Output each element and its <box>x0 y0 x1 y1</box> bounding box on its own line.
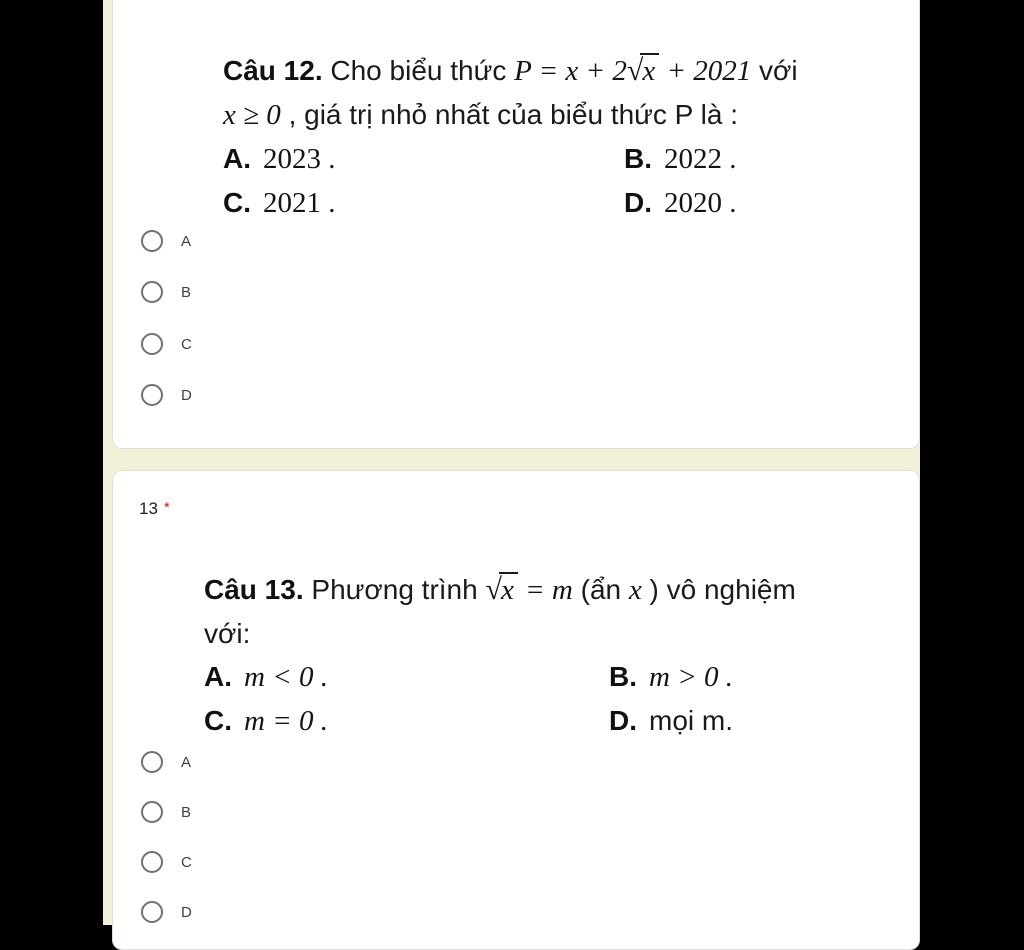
question-12-number-prefix: Câu 12. <box>223 55 323 86</box>
answer-options-grid <box>204 655 894 743</box>
radicand: x <box>499 572 518 606</box>
letterbox-left <box>0 0 103 925</box>
answer-option-a <box>204 655 609 699</box>
required-asterisk: * <box>163 499 170 516</box>
radio-choice-row-d[interactable] <box>141 383 192 407</box>
question-13-header <box>139 499 170 519</box>
radio-choice-label: C <box>181 335 192 353</box>
question-12-text: Cho biểu thức <box>330 55 507 86</box>
question-13-line-2 <box>204 612 894 655</box>
question-13-text: Phương trình <box>311 574 478 605</box>
question-13-line-1 <box>204 568 894 612</box>
question-12-line-1 <box>223 49 883 93</box>
option-letter: A. <box>204 661 232 692</box>
option-value: m > 0 . <box>649 661 734 693</box>
radio-choice-row-c[interactable] <box>141 850 192 874</box>
option-text: mọi m. <box>649 705 733 736</box>
radio-choice-label: A <box>181 753 192 771</box>
radio-button-icon[interactable] <box>141 384 163 406</box>
radio-choice-row-d[interactable] <box>141 900 192 924</box>
option-value: 2020 . <box>664 187 737 219</box>
question-13-text: ) vô nghiệm <box>641 574 796 605</box>
math-expression: P = x + 2 <box>514 55 627 87</box>
form-content-column <box>103 0 920 925</box>
question-card-12 <box>112 0 920 449</box>
answer-option-c <box>204 699 609 743</box>
math-expression: x <box>628 574 642 606</box>
question-13-text: với: <box>204 618 251 649</box>
option-letter: B. <box>609 661 637 692</box>
option-value: 2022 . <box>664 143 737 175</box>
math-expression: = m <box>517 574 573 606</box>
radio-choice-label: B <box>181 283 192 301</box>
radio-button-icon[interactable] <box>141 901 163 923</box>
square-root-expression <box>485 574 517 605</box>
radical-sign: √ <box>485 573 502 606</box>
radio-button-icon[interactable] <box>141 333 163 355</box>
option-letter: A. <box>223 143 251 174</box>
option-letter: D. <box>609 705 637 736</box>
question-card-13 <box>112 470 920 950</box>
option-value: m = 0 . <box>244 705 329 737</box>
option-letter: C. <box>204 705 232 736</box>
radio-choice-row-c[interactable] <box>141 332 192 356</box>
radio-button-icon[interactable] <box>141 851 163 873</box>
radio-choice-row-b[interactable] <box>141 800 191 824</box>
question-12-text: với <box>759 55 798 86</box>
answer-option-a <box>223 137 624 181</box>
radio-choice-row-a[interactable] <box>141 229 191 253</box>
answer-option-c <box>223 181 624 225</box>
radicand: x <box>640 53 659 87</box>
radio-choice-row-b[interactable] <box>141 280 191 304</box>
option-letter: D. <box>624 187 652 218</box>
radio-choice-label: D <box>181 386 192 404</box>
radio-choice-label: A <box>181 232 192 250</box>
answer-options-grid <box>223 137 883 225</box>
radical-sign: √ <box>626 54 644 87</box>
question-number: 13 <box>139 499 158 518</box>
option-letter: B. <box>624 143 652 174</box>
question-image-13 <box>204 568 894 743</box>
answer-option-b <box>624 137 883 181</box>
option-letter: C. <box>223 187 251 218</box>
option-value: 2023 . <box>263 143 336 175</box>
radio-choice-row-a[interactable] <box>141 750 191 774</box>
radio-button-icon[interactable] <box>141 751 163 773</box>
option-value: m < 0 . <box>244 661 329 693</box>
math-expression: x ≥ 0 <box>223 99 281 131</box>
radio-button-icon[interactable] <box>141 801 163 823</box>
radio-choice-label: D <box>181 903 192 921</box>
radio-button-icon[interactable] <box>141 281 163 303</box>
question-image-12 <box>223 49 883 225</box>
letterbox-right <box>920 0 1024 925</box>
option-value: 2021 . <box>263 187 336 219</box>
radio-choice-label: B <box>181 803 192 821</box>
question-13-text: (ẩn <box>580 574 622 605</box>
question-12-text: , giá trị nhỏ nhất của biểu thức P là : <box>280 99 738 130</box>
square-root-expression <box>627 55 659 86</box>
answer-option-d <box>609 699 894 743</box>
radio-choice-label: C <box>181 853 192 871</box>
question-12-line-2 <box>223 93 883 137</box>
answer-option-d <box>624 181 883 225</box>
question-13-number-prefix: Câu 13. <box>204 574 304 605</box>
answer-option-b <box>609 655 894 699</box>
radio-button-icon[interactable] <box>141 230 163 252</box>
math-expression: + 2021 <box>659 55 752 87</box>
